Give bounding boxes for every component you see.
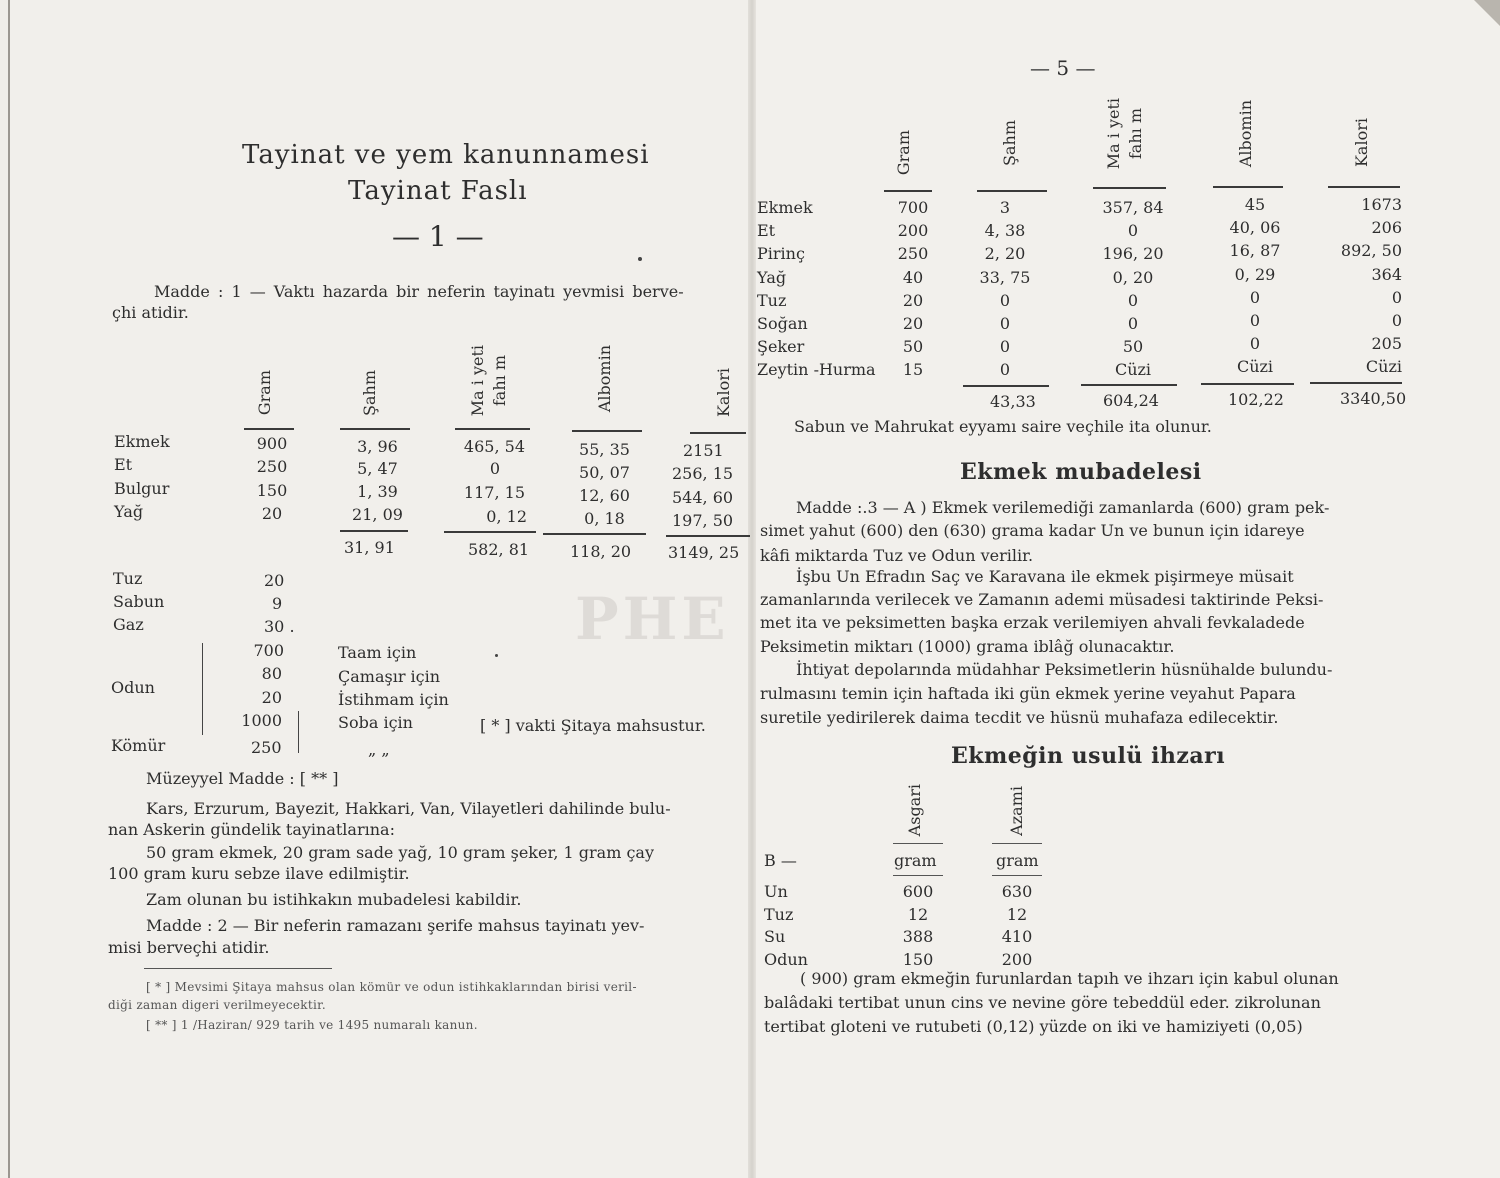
cell-gram: 150 bbox=[256, 481, 288, 500]
row-label: Et bbox=[114, 455, 133, 474]
section-title: Ekmek mubadelesi bbox=[960, 459, 1202, 485]
cell-sahm: 21, 09 bbox=[352, 505, 403, 524]
cell-sahm: 1, 39 bbox=[357, 482, 398, 501]
row-label: Şeker bbox=[757, 337, 805, 357]
row-label: Ekmek bbox=[757, 198, 813, 217]
paragraph-line: Peksimetin miktarı (1000) grama iblâğ olunacaktır. bbox=[760, 637, 1175, 656]
cell-maiyet: 0, 12 bbox=[486, 507, 527, 526]
column-header-maiyet: Ma i yeti bbox=[468, 345, 487, 417]
komur-ditto: „ „ bbox=[368, 740, 390, 759]
cell-sahm: 0 bbox=[999, 314, 1011, 333]
column-header-azami: Azami bbox=[1007, 786, 1026, 836]
cell-gram: 50 bbox=[902, 337, 924, 357]
cell-min: 388 bbox=[902, 927, 934, 946]
column-header-gram: Gram bbox=[255, 370, 274, 416]
column-header-kalori: Kalori bbox=[1352, 118, 1371, 168]
extra-value: 30 . bbox=[264, 617, 295, 636]
row-label: Ekmek bbox=[114, 432, 170, 451]
section-number: — 1 — bbox=[392, 220, 484, 253]
cell-sahm: 0 bbox=[999, 290, 1011, 310]
row-label: Yağ bbox=[114, 502, 144, 521]
column-header-albomin: Albomin bbox=[1236, 100, 1255, 168]
odun-value: 700 bbox=[253, 641, 284, 660]
madde1-text-cont: çhi atidir. bbox=[112, 303, 189, 322]
cell-max: 200 bbox=[1001, 949, 1033, 969]
cell-maiyet: 0 bbox=[1127, 314, 1139, 333]
odun-value: 80 bbox=[261, 664, 282, 683]
cell-maiyet: Cüzi bbox=[1114, 360, 1152, 380]
cell-min: 12 bbox=[907, 904, 929, 924]
header-rule bbox=[884, 190, 932, 192]
komur-label: Kömür bbox=[111, 736, 166, 755]
paragraph-line: Sabun ve Mahrukat eyyamı saire veçhile ita olunur. bbox=[794, 417, 1212, 436]
odun-purpose: İstihmam için bbox=[338, 690, 449, 709]
header-rule bbox=[992, 843, 1042, 844]
extra-value: 9 bbox=[272, 594, 283, 613]
odun-value: 1000 bbox=[241, 711, 282, 730]
cell-albomin: 45 bbox=[1244, 195, 1266, 214]
cell-maiyet: 196, 20 bbox=[1102, 244, 1164, 264]
header-rule bbox=[455, 428, 530, 430]
cell-albomin: 12, 60 bbox=[579, 486, 630, 505]
header-rule bbox=[1328, 186, 1400, 188]
cell-maiyet: 50 bbox=[1122, 337, 1144, 357]
cell-kalori: 1673 bbox=[1361, 195, 1402, 214]
cell-gram: 20 bbox=[902, 290, 924, 310]
cell-sahm: 2, 20 bbox=[984, 244, 1026, 264]
paragraph-line: İşbu Un Efradın Saç ve Karavana ile ekmek pişirmeye müsait bbox=[796, 567, 1294, 586]
row-label: Zeytin -Hurma bbox=[757, 360, 876, 380]
total-sahm: 43,33 bbox=[990, 392, 1036, 411]
total-rule bbox=[444, 531, 536, 533]
cell-maiyet: 0 bbox=[1127, 290, 1139, 310]
cell-albomin: 0, 18 bbox=[584, 509, 625, 528]
footnote-line: diği zaman digeri verilmeyecektir. bbox=[108, 998, 326, 1012]
cell-maiyet: 465, 54 bbox=[463, 437, 525, 456]
paragraph-line: Kars, Erzurum, Bayezit, Hakkari, Van, Vilayetleri dahilinde bulu- bbox=[146, 799, 671, 818]
header-rule bbox=[1093, 187, 1166, 189]
cell-max: 12 bbox=[1006, 904, 1028, 924]
footnote-ref: [ * ] vakti Şitaya mahsustur. bbox=[480, 716, 706, 735]
cell-albomin: 40, 06 bbox=[1229, 218, 1281, 238]
section-title: Ekmeğin usulü ihzarı bbox=[951, 743, 1226, 769]
cell-gram: 900 bbox=[256, 434, 288, 453]
cell-kalori: 364 bbox=[1371, 264, 1402, 284]
row-label: Odun bbox=[764, 949, 808, 969]
ink-dot bbox=[638, 257, 642, 261]
total-albomin: 118, 20 bbox=[570, 542, 632, 561]
extra-value: 20 bbox=[264, 571, 285, 590]
cell-kalori: 544, 60 bbox=[672, 488, 734, 507]
paragraph-line: rulmasını temin için haftada iki gün ekmek yerine veyahut Papara bbox=[760, 684, 1296, 703]
header-rule bbox=[893, 843, 943, 844]
cell-maiyet: 357, 84 bbox=[1102, 198, 1164, 217]
total-rule bbox=[1310, 382, 1402, 384]
cell-sahm: 0 bbox=[999, 360, 1011, 380]
cell-albomin: 50, 07 bbox=[579, 463, 630, 482]
paragraph-line: met ita ve peksimetten başka erzak verilemiyen ahvali fevkaladede bbox=[760, 613, 1305, 632]
row-label: Tuz bbox=[764, 904, 794, 924]
soba-komur-brace bbox=[298, 711, 299, 753]
row-label: Et bbox=[757, 221, 776, 241]
section-title: Tayinat Faslı bbox=[348, 176, 528, 206]
odun-label: Odun bbox=[111, 678, 155, 697]
paragraph-line: 50 gram ekmek, 20 gram sade yağ, 10 gram şeker, 1 gram çay bbox=[146, 843, 655, 862]
row-label: Bulgur bbox=[114, 479, 170, 498]
cell-sahm: 5, 47 bbox=[357, 459, 398, 478]
madde1-text: Madde : 1 — Vaktı hazarda bir neferin tayinatı yevmisi berve- bbox=[154, 282, 684, 301]
cell-kalori: 0 bbox=[1391, 287, 1402, 307]
column-header-fahim: fahı m bbox=[490, 355, 509, 407]
extra-label: Tuz bbox=[113, 569, 143, 588]
cell-gram: 20 bbox=[902, 314, 924, 333]
paragraph-line: suretile yedirilerek daima tecdit ve hüsnü muhafaza edilecektir. bbox=[760, 708, 1279, 727]
cell-albomin: 55, 35 bbox=[579, 440, 630, 459]
column-header-gram: Gram bbox=[894, 130, 913, 176]
cell-kalori: 206 bbox=[1371, 218, 1402, 238]
cell-gram: 250 bbox=[897, 244, 929, 264]
paragraph-line: İhtiyat depolarında müdahhar Peksimetlerin hüsnühalde bulundu- bbox=[796, 660, 1333, 679]
extra-label: Gaz bbox=[113, 615, 144, 634]
paragraph-line: nan Askerin gündelik tayinatlarına: bbox=[108, 820, 395, 839]
cell-albomin: 0 bbox=[1249, 287, 1261, 307]
paragraph-line: Zam olunan bu istihkakın mubadelesi kabildir. bbox=[146, 890, 522, 909]
cell-maiyet: 0 bbox=[1127, 221, 1139, 241]
cell-kalori: 892, 50 bbox=[1340, 241, 1402, 261]
column-header-asgari: Asgari bbox=[905, 784, 924, 837]
ink-dot bbox=[495, 654, 498, 657]
odun-value: 20 bbox=[261, 688, 282, 707]
page-title: Tayinat ve yem kanunnamesi bbox=[242, 140, 650, 170]
header-rule bbox=[340, 428, 410, 430]
komur-value: 250 bbox=[251, 738, 282, 757]
odun-purpose: Soba için bbox=[338, 713, 413, 732]
total-kalori: 3340,50 bbox=[1340, 389, 1407, 408]
book-gutter bbox=[748, 0, 756, 1178]
table2-b-label: B — bbox=[764, 851, 797, 870]
muzeyyel-heading: Müzeyyel Madde : [ ** ] bbox=[146, 769, 339, 788]
odun-purpose: Çamaşır için bbox=[338, 667, 441, 686]
row-label: Tuz bbox=[757, 290, 787, 310]
cell-kalori: 0 bbox=[1391, 311, 1402, 330]
footnote-line: [ ** ] 1 /Haziran/ 929 tarih ve 1495 numaralı kanun. bbox=[146, 1018, 478, 1032]
total-rule bbox=[1201, 383, 1294, 385]
cell-kalori: Cüzi bbox=[1365, 357, 1402, 377]
cell-gram: 40 bbox=[902, 267, 924, 287]
unit-label: gram bbox=[894, 851, 937, 870]
total-rule bbox=[1081, 384, 1177, 386]
paragraph-line: Madde : 2 — Bir neferin ramazanı şerife mahsus tayinatı yev- bbox=[146, 916, 645, 935]
row-label: Un bbox=[764, 882, 788, 901]
row-label: Soğan bbox=[757, 314, 808, 333]
cell-albomin: Cüzi bbox=[1236, 357, 1274, 377]
column-header-sahm: Şahm bbox=[1000, 120, 1019, 166]
cell-gram: 250 bbox=[256, 457, 288, 476]
unit-label: gram bbox=[996, 851, 1039, 870]
header-rule bbox=[977, 190, 1047, 192]
total-maiyet: 604,24 bbox=[1103, 391, 1159, 410]
cell-albomin: 0 bbox=[1249, 311, 1261, 330]
cell-maiyet: 0, 20 bbox=[1112, 267, 1154, 287]
header-rule bbox=[690, 432, 746, 434]
total-rule bbox=[543, 533, 646, 535]
cell-sahm: 33, 75 bbox=[979, 267, 1031, 287]
header-rule bbox=[1213, 186, 1283, 188]
row-label: Su bbox=[764, 927, 786, 946]
cell-gram: 15 bbox=[902, 360, 924, 380]
cell-sahm: 4, 38 bbox=[984, 221, 1026, 241]
cell-max: 410 bbox=[1001, 927, 1033, 946]
cell-kalori: 2151 bbox=[683, 441, 724, 460]
cell-maiyet: 117, 15 bbox=[463, 483, 525, 502]
cell-kalori: 256, 15 bbox=[672, 464, 734, 483]
cell-albomin: 0 bbox=[1249, 334, 1261, 354]
row-label: Yağ bbox=[757, 267, 787, 287]
cell-albomin: 0, 29 bbox=[1234, 264, 1276, 284]
paragraph-line: balâdaki tertibat unun cins ve nevine göre tebeddül eder. zikrolunan bbox=[764, 993, 1321, 1012]
header-rule bbox=[572, 430, 642, 432]
cell-sahm: 3 bbox=[999, 198, 1011, 217]
cell-sahm: 3, 96 bbox=[357, 437, 398, 456]
total-rule bbox=[963, 385, 1049, 387]
page-number: — 5 — bbox=[1030, 56, 1096, 80]
paragraph-line: simet yahut (600) den (630) grama kadar Un ve bunun için idareye bbox=[760, 521, 1305, 540]
unit-rule bbox=[893, 875, 943, 876]
unit-rule bbox=[992, 875, 1042, 876]
total-maiyet: 582, 81 bbox=[468, 540, 530, 559]
footnote-separator bbox=[144, 968, 332, 969]
column-header-albomin: Albomin bbox=[595, 345, 614, 413]
paragraph-line: 100 gram kuru sebze ilave edilmiştir. bbox=[108, 864, 410, 883]
column-header-maiyet: Ma i yeti bbox=[1104, 98, 1123, 170]
paragraph-line: zamanlarında verilecek ve Zamanın ademi müsadesi taktirinde Peksi- bbox=[760, 590, 1324, 609]
paragraph-line: ( 900) gram ekmeğin furunlardan tapıh ve ihzarı için kabul olunan bbox=[800, 969, 1339, 988]
paragraph-line: misi berveçhi atidir. bbox=[108, 938, 270, 957]
row-label: Pirinç bbox=[757, 244, 805, 264]
footnote-line: [ * ] Mevsimi Şitaya mahsus olan kömür ve odun istihkaklarından birisi veril- bbox=[146, 980, 637, 994]
cell-sahm: 0 bbox=[999, 337, 1011, 357]
odun-purpose: Taam için bbox=[338, 643, 417, 662]
paragraph-line: kâfi miktarda Tuz ve Odun verilir. bbox=[760, 546, 1034, 565]
cell-kalori: 205 bbox=[1371, 334, 1402, 354]
total-rule bbox=[340, 530, 408, 532]
column-header-kalori: Kalori bbox=[714, 368, 733, 418]
column-header-fahim: fahı m bbox=[1126, 108, 1145, 160]
cell-albomin: 16, 87 bbox=[1229, 241, 1281, 261]
cell-gram: 700 bbox=[897, 198, 929, 217]
paragraph-line: tertibat gloteni ve rutubeti (0,12) yüzde on iki ve hamiziyeti (0,05) bbox=[764, 1017, 1303, 1036]
total-sahm: 31, 91 bbox=[344, 538, 395, 557]
odun-brace bbox=[202, 643, 203, 735]
paragraph-line: Madde :.3 — A ) Ekmek verilemediği zamanlarda (600) gram pek- bbox=[796, 498, 1330, 517]
column-header-sahm: Şahm bbox=[360, 370, 379, 416]
total-albomin: 102,22 bbox=[1228, 390, 1284, 409]
cell-kalori: 197, 50 bbox=[672, 511, 734, 530]
watermark: PHE bbox=[575, 585, 730, 653]
cell-min: 150 bbox=[902, 949, 934, 969]
total-rule bbox=[666, 535, 750, 537]
page-corner bbox=[1474, 0, 1500, 26]
total-kalori: 3149, 25 bbox=[668, 543, 740, 562]
cell-maiyet: 0 bbox=[489, 459, 500, 478]
extra-label: Sabun bbox=[113, 592, 165, 611]
cell-gram: 20 bbox=[261, 504, 283, 523]
cell-gram: 200 bbox=[897, 221, 929, 241]
cell-min: 600 bbox=[902, 882, 934, 901]
cell-max: 630 bbox=[1001, 882, 1033, 901]
header-rule bbox=[244, 428, 294, 430]
